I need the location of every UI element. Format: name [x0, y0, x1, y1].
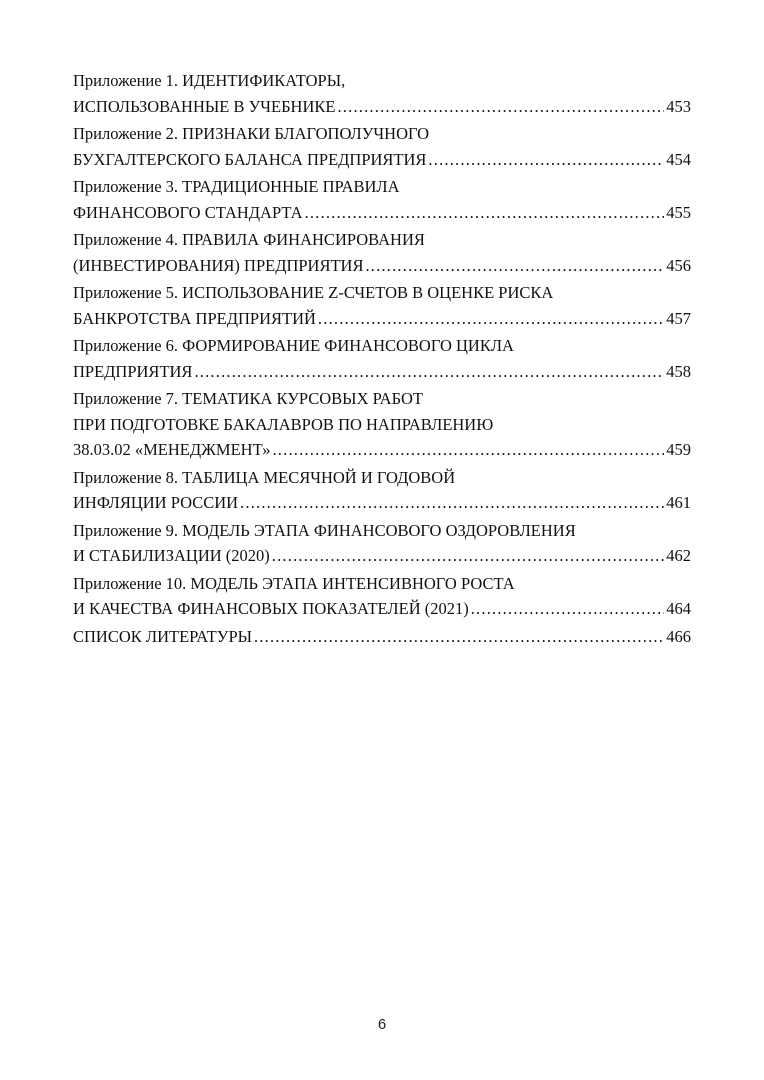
dot-leader [305, 200, 665, 226]
toc-entry-title-line: СПИСОК ЛИТЕРАТУРЫ [73, 626, 253, 646]
toc-page-number: 462 [666, 546, 691, 565]
dot-leader [272, 437, 664, 463]
toc-entry-title-line: ИНФЛЯЦИИ РОССИИ [73, 493, 239, 512]
table-of-contents [73, 68, 691, 651]
toc-page-number: 459 [666, 440, 691, 459]
toc-entry[interactable] [73, 624, 691, 650]
toc-entry-last-line [73, 147, 691, 173]
toc-entry-last-line [73, 490, 691, 516]
toc-entry-title-line: ФИНАНСОВОГО СТАНДАРТА [73, 202, 303, 222]
toc-entry[interactable] [73, 227, 691, 278]
toc-entry-last-line [73, 543, 691, 569]
toc-entry-title-line: БАНКРОТСТВА ПРЕДПРИЯТИЙ [73, 308, 316, 328]
dot-leader [471, 596, 665, 622]
toc-entry-title-line: (ИНВЕСТИРОВАНИЯ) ПРЕДПРИЯТИЯ [73, 255, 364, 275]
dot-leader [428, 147, 664, 173]
toc-entry-last-line [73, 624, 691, 650]
toc-page-number: 456 [666, 255, 691, 275]
dot-leader [365, 253, 664, 279]
dot-leader [240, 490, 664, 516]
toc-entry-title-line: Приложение 10. МОДЕЛЬ ЭТАПА ИНТЕНСИВНОГО РОСТА [73, 573, 515, 593]
toc-entry-last-line [73, 437, 691, 463]
dot-leader [254, 624, 664, 650]
toc-entry[interactable] [73, 386, 691, 463]
toc-entry-title-line: Приложение 1. ИДЕНТИФИКАТОРЫ, [73, 71, 346, 90]
toc-entry-title-line: ПРИ ПОДГОТОВКЕ БАКАЛАВРОВ ПО НАПРАВЛЕНИЮ [73, 414, 494, 434]
dot-leader [337, 94, 664, 120]
toc-entry-title-line: И СТАБИЛИЗАЦИИ (2020) [73, 546, 270, 565]
toc-entry[interactable] [73, 518, 691, 569]
toc-page-number: 454 [666, 149, 691, 169]
toc-entry-last-line [73, 253, 691, 279]
toc-entry-title-line: Приложение 5. ИСПОЛЬЗОВАНИЕ Z-СЧЕТОВ В ОЦЕНКЕ РИСКА [73, 283, 554, 302]
toc-entry-title-line: Приложение 4. ПРАВИЛА ФИНАНСИРОВАНИЯ [73, 230, 425, 249]
toc-entry[interactable] [73, 333, 691, 384]
toc-entry-last-line [73, 200, 691, 226]
toc-entry-title-line: Приложение 6. ФОРМИРОВАНИЕ ФИНАНСОВОГО ЦИКЛА [73, 336, 514, 355]
toc-page-number: 455 [666, 202, 691, 222]
toc-entry-title-line: ИСПОЛЬЗОВАННЫЕ В УЧЕБНИКЕ [73, 96, 336, 116]
toc-entry[interactable] [73, 280, 691, 331]
toc-entry-title-line: Приложение 9. МОДЕЛЬ ЭТАПА ФИНАНСОВОГО ОЗДОРОВЛЕНИЯ [73, 520, 576, 540]
toc-entry-title-line: ПРЕДПРИЯТИЯ [73, 361, 193, 381]
toc-entry[interactable] [73, 68, 691, 119]
dot-leader [272, 543, 664, 569]
toc-entry-last-line [73, 359, 691, 385]
toc-entry[interactable] [73, 174, 691, 225]
toc-page-number: 458 [666, 361, 691, 381]
toc-entry-title-line: Приложение 2. ПРИЗНАКИ БЛАГОПОЛУЧНОГО [73, 124, 430, 143]
toc-page-number: 457 [666, 308, 691, 328]
dot-leader [318, 306, 664, 332]
toc-page-number: 464 [666, 599, 691, 618]
toc-page-number: 461 [666, 493, 691, 512]
toc-entry[interactable] [73, 121, 691, 172]
toc-entry[interactable] [73, 465, 691, 516]
dot-leader [194, 359, 664, 385]
toc-page-number: 453 [666, 96, 691, 116]
toc-entry-title-line: 38.03.02 «МЕНЕДЖМЕНТ» [73, 440, 271, 459]
toc-entry-title-line: Приложение 8. ТАБЛИЦА МЕСЯЧНОЙ И ГОДОВОЙ [73, 467, 456, 487]
page-number: 6 [377, 1016, 387, 1033]
toc-entry-last-line [73, 306, 691, 332]
toc-entry-title-line: И КАЧЕСТВА ФИНАНСОВЫХ ПОКАЗАТЕЛЕЙ (2021) [73, 599, 469, 618]
toc-entry-title-line: БУХГАЛТЕРСКОГО БАЛАНСА ПРЕДПРИЯТИЯ [73, 149, 427, 169]
toc-entry-last-line [73, 94, 691, 120]
toc-entry-last-line [73, 596, 691, 622]
toc-entry[interactable] [73, 571, 691, 622]
toc-entry-title-line: Приложение 3. ТРАДИЦИОННЫЕ ПРАВИЛА [73, 177, 400, 196]
toc-page-number: 466 [666, 626, 691, 646]
toc-entry-title-line: Приложение 7. ТЕМАТИКА КУРСОВЫХ РАБОТ [73, 389, 423, 408]
